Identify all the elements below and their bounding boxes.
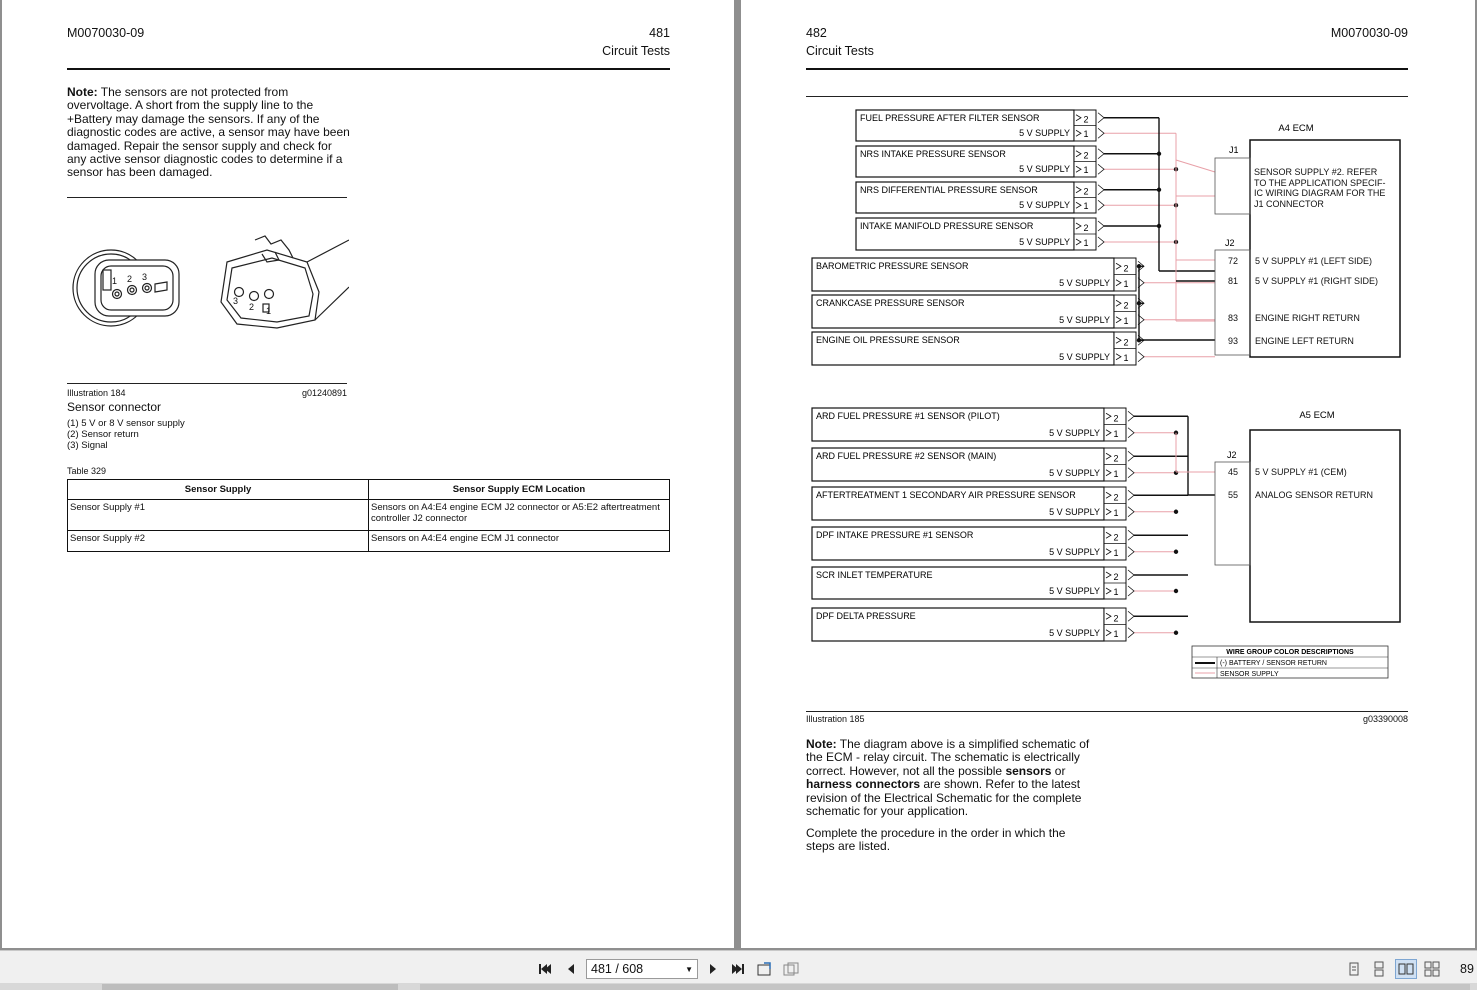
sensor-supply-label: 5 V SUPPLY (1059, 352, 1110, 362)
pin-label: 1 (266, 306, 272, 316)
sensor-supply-label: 5 V SUPPLY (1019, 237, 1070, 247)
a4-pin-number: 81 (1228, 276, 1239, 286)
pin-number: 1 (1113, 429, 1119, 439)
table-label: Table 329 (67, 466, 107, 476)
bold-term: sensors (1005, 763, 1052, 778)
note-text: or (1051, 763, 1066, 778)
note-line: Complete the procedure in the order in which the (806, 826, 1066, 840)
chevron-right-icon (1098, 113, 1104, 123)
pin-label: 2 (127, 274, 133, 284)
j2-label: J2 (1225, 238, 1235, 248)
page-482 (741, 0, 1475, 948)
pin-number: 2 (1113, 492, 1119, 503)
pin-number: 1 (1083, 201, 1089, 211)
table-cell: Sensors on A4:E4 engine ECM J2 connector or A5:E2 aftertreatment controller J2 connector (369, 500, 670, 531)
pin-number: 1 (1123, 316, 1129, 326)
section-title: Circuit Tests (602, 44, 670, 58)
illustration-label: Illustration 184 (67, 388, 126, 398)
wire-legend-item: SENSOR SUPPLY (1220, 671, 1279, 678)
first-page-icon[interactable] (534, 959, 556, 979)
chevron-right-icon (1098, 185, 1104, 195)
note-line: any active sensor diagnostic codes to determine if a (67, 152, 343, 167)
note-line: diagnostic codes are active, a sensor may have been (67, 125, 350, 140)
chevron-right-icon (1128, 570, 1134, 580)
sensor-connector-illustration (67, 232, 349, 342)
pin-number: 2 (1123, 300, 1129, 311)
pin-number: 2 (1083, 186, 1089, 197)
illustration-rule (67, 383, 347, 384)
chevron-right-icon (1098, 128, 1104, 138)
note-line: The sensors are not protected from (97, 85, 289, 99)
a5-pin-label: ANALOG SENSOR RETURN (1255, 490, 1374, 500)
note-text: are shown. Refer to the latest (920, 777, 1081, 792)
a4-pin-label: ENGINE LEFT RETURN (1255, 336, 1354, 346)
chevron-right-icon (1138, 352, 1144, 362)
facing-icon[interactable] (1395, 959, 1417, 979)
bold-term: harness connectors (806, 777, 921, 792)
wire-legend-title: WIRE GROUP COLOR DESCRIPTIONS (1226, 649, 1354, 656)
supply-wire (1176, 160, 1215, 172)
pin-number: 2 (1083, 114, 1089, 125)
page-number-input[interactable] (586, 959, 698, 979)
sensor-supply-label: 5 V SUPPLY (1049, 507, 1100, 517)
sensor-supply-label: 5 V SUPPLY (1019, 164, 1070, 174)
chevron-right-icon (1128, 428, 1134, 438)
zoom-level[interactable]: 89 (1460, 962, 1474, 976)
chevron-right-icon (1128, 451, 1134, 461)
j1-note: J1 CONNECTOR (1254, 199, 1324, 209)
pin-number: 1 (1113, 508, 1119, 518)
j1-note: SENSOR SUPPLY #2. REFER (1254, 167, 1378, 177)
pin-number: 1 (1113, 469, 1119, 479)
a4-pin-number: 72 (1228, 256, 1239, 266)
header-rule (67, 68, 670, 70)
sensor-supply-label: 5 V SUPPLY (1049, 428, 1100, 438)
note-label: Note: (67, 85, 98, 99)
pin-label: 1 (112, 276, 118, 286)
sensor-supply-table (67, 479, 670, 552)
note-line (806, 738, 1106, 751)
sensor-name: NRS DIFFERENTIAL PRESSURE SENSOR (860, 185, 1038, 195)
a4-pin-label: 5 V SUPPLY #1 (RIGHT SIDE) (1255, 276, 1379, 286)
junction-dot (1174, 510, 1178, 514)
page-number: 481 (649, 26, 670, 40)
chevron-right-icon (1128, 468, 1134, 478)
chevron-right-icon (1128, 586, 1134, 596)
note-line (806, 805, 1106, 818)
note-line (806, 778, 1106, 791)
chevron-right-icon (1128, 611, 1134, 621)
sensor-name: ENGINE OIL PRESSURE SENSOR (816, 335, 960, 345)
table-cell: Sensor Supply #2 (68, 531, 369, 552)
j1-note: TO THE APPLICATION SPECIF- (1254, 178, 1386, 188)
pin-label: 3 (233, 296, 239, 306)
a5-pin-label: 5 V SUPPLY #1 (CEM) (1255, 467, 1347, 477)
chevron-right-icon (1098, 149, 1104, 159)
j2-label: J2 (1227, 450, 1237, 460)
junction-dot (1174, 550, 1178, 554)
sensor-supply-label: 5 V SUPPLY (1049, 468, 1100, 478)
a5-pin-number: 45 (1228, 467, 1239, 477)
a4-pin-label: 5 V SUPPLY #1 (LEFT SIDE) (1255, 256, 1373, 266)
j1-connector (1215, 158, 1250, 214)
table-cell: Sensor Supply #1 (68, 500, 369, 531)
sensor-supply-schematic (806, 100, 1411, 685)
note-text: The diagram above is a simplified schematic of (836, 737, 1090, 751)
note-rule (67, 197, 347, 198)
legend-item: (3) Signal (67, 440, 108, 451)
note-text: the ECM - relay circuit. The schematic is electrically (806, 750, 1080, 765)
illustration-title: Sensor connector (67, 400, 162, 414)
illustration-id: g03390008 (1362, 714, 1408, 724)
table-header: Sensor Supply (68, 480, 369, 500)
single-page-icon[interactable] (1343, 959, 1365, 979)
next-page-icon[interactable] (702, 959, 724, 979)
chevron-right-icon (1128, 411, 1134, 421)
sensor-supply-label: 5 V SUPPLY (1059, 278, 1110, 288)
pin-number: 1 (1113, 548, 1119, 558)
sensor-name: AFTERTREATMENT 1 SECONDARY AIR PRESSURE SENSOR (816, 490, 1076, 500)
sensor-supply-label: 5 V SUPPLY (1019, 200, 1070, 210)
rotate-icon[interactable] (754, 959, 776, 979)
legend-item: (1) 5 V or 8 V sensor supply (67, 418, 185, 429)
illustration-label: Illustration 185 (806, 714, 865, 724)
chevron-right-icon (1098, 221, 1104, 231)
connector-legend (67, 418, 185, 451)
last-page-icon[interactable] (727, 959, 749, 979)
pin-number: 1 (1083, 165, 1089, 175)
doc-id: M0070030-09 (67, 26, 145, 40)
sensor-supply-label: 5 V SUPPLY (1049, 628, 1100, 638)
sensor-name: DPF INTAKE PRESSURE #1 SENSOR (816, 530, 974, 540)
junction-dot (1174, 589, 1178, 593)
continuous-facing-icon[interactable] (1421, 959, 1443, 979)
note-line: overvoltage. A short from the supply line to the (67, 98, 314, 113)
chevron-right-icon (1128, 490, 1134, 500)
pin-number: 1 (1123, 353, 1129, 363)
sensor-name: FUEL PRESSURE AFTER FILTER SENSOR (860, 113, 1040, 123)
prev-page-icon[interactable] (560, 959, 582, 979)
pin-number: 1 (1083, 238, 1089, 248)
sensor-supply-label: 5 V SUPPLY (1019, 128, 1070, 138)
chevron-right-icon (1128, 628, 1134, 638)
note-line (806, 792, 1106, 805)
a4-pin-number: 93 (1228, 336, 1239, 346)
section-title: Circuit Tests (806, 44, 874, 58)
ecm-a5-box (1250, 430, 1400, 622)
sensor-name: SCR INLET TEMPERATURE (816, 570, 933, 580)
scrollbar-thumb[interactable] (102, 984, 398, 990)
pin-number: 2 (1123, 263, 1129, 274)
pin-label: 3 (142, 272, 148, 282)
j1-label: J1 (1229, 145, 1239, 155)
pin-number: 2 (1113, 613, 1119, 624)
chevron-down-icon[interactable]: ▼ (685, 964, 693, 974)
sensor-name: ARD FUEL PRESSURE #1 SENSOR (PILOT) (816, 411, 1000, 421)
pin-number: 1 (1123, 279, 1129, 289)
illustration-rule (806, 711, 1408, 712)
legend-item: (2) Sensor return (67, 429, 139, 440)
note-block (67, 86, 357, 180)
note-line (806, 751, 1106, 764)
sensor-supply-label: 5 V SUPPLY (1049, 586, 1100, 596)
pin-number: 2 (1113, 532, 1119, 543)
sensor-name: CRANKCASE PRESSURE SENSOR (816, 298, 965, 308)
header-rule (806, 68, 1408, 70)
wire-legend-item: (-) BATTERY / SENSOR RETURN (1220, 660, 1327, 667)
j1-note: IC WIRING DIAGRAM FOR THE (1254, 188, 1386, 198)
chevron-right-icon (1098, 200, 1104, 210)
pin-label: 2 (249, 302, 255, 312)
note-line: +Battery may damage the sensors. If any of the (67, 111, 320, 126)
note-line: steps are listed. (806, 839, 891, 854)
pin-number: 2 (1083, 150, 1089, 161)
pin-number: 2 (1113, 413, 1119, 424)
sensor-name: BAROMETRIC PRESSURE SENSOR (816, 261, 969, 271)
scrollbar-track-segment (420, 984, 1470, 990)
pin-number: 2 (1113, 453, 1119, 464)
sensor-supply-label: 5 V SUPPLY (1059, 315, 1110, 325)
procedure-note (806, 827, 1106, 854)
ecm-a5-label: A5 ECM (1299, 410, 1335, 421)
chevron-right-icon (1098, 164, 1104, 174)
sensor-supply-label: 5 V SUPPLY (1049, 547, 1100, 557)
chevron-right-icon (1098, 237, 1104, 247)
a5-pin-number: 55 (1228, 490, 1239, 500)
bold-term: Note: (806, 737, 837, 751)
page-number-value: 481 / 608 (591, 962, 644, 976)
sensor-name: DPF DELTA PRESSURE (816, 611, 916, 621)
doc-id: M0070030-09 (1330, 26, 1408, 40)
copy-icon[interactable] (780, 959, 802, 979)
pin-number: 1 (1113, 587, 1119, 597)
sensor-name: ARD FUEL PRESSURE #2 SENSOR (MAIN) (816, 451, 997, 461)
pin-number: 2 (1083, 223, 1089, 233)
a4-pin-number: 83 (1228, 313, 1239, 323)
chevron-right-icon (1128, 507, 1134, 517)
note-text: revision of the Electrical Schematic for the complete (806, 790, 1082, 805)
pin-number: 1 (1083, 129, 1089, 139)
note-line: sensor has been damaged. (67, 165, 213, 180)
continuous-icon[interactable] (1368, 959, 1390, 979)
note-block (806, 738, 1106, 818)
junction-dot (1174, 631, 1178, 635)
table-row (68, 531, 670, 552)
page-481 (2, 0, 734, 948)
note-text: schematic for your application. (806, 804, 969, 819)
chevron-right-icon (1128, 547, 1134, 557)
chevron-right-icon (1128, 530, 1134, 540)
ecm-a4-label: A4 ECM (1278, 123, 1314, 134)
sensor-name: INTAKE MANIFOLD PRESSURE SENSOR (860, 221, 1034, 231)
table-header: Sensor Supply ECM Location (369, 480, 670, 500)
note-text: correct. However, not all the possible (806, 763, 1006, 778)
sensor-name: NRS INTAKE PRESSURE SENSOR (860, 149, 1006, 159)
note-line (806, 765, 1106, 778)
page-number: 482 (806, 26, 827, 40)
a5-j2-connector (1215, 462, 1250, 565)
schematic-top-rule (806, 96, 1408, 97)
table-row (68, 500, 670, 531)
pin-number: 2 (1113, 572, 1119, 582)
illustration-id: g01240891 (301, 388, 347, 398)
pin-number: 2 (1123, 337, 1129, 348)
pin-number: 1 (1113, 629, 1119, 639)
table-cell: Sensors on A4:E4 engine ECM J1 connector (369, 531, 670, 552)
note-line: damaged. Repair the sensor supply and check for (67, 138, 332, 153)
a4-pin-label: ENGINE RIGHT RETURN (1255, 313, 1360, 323)
